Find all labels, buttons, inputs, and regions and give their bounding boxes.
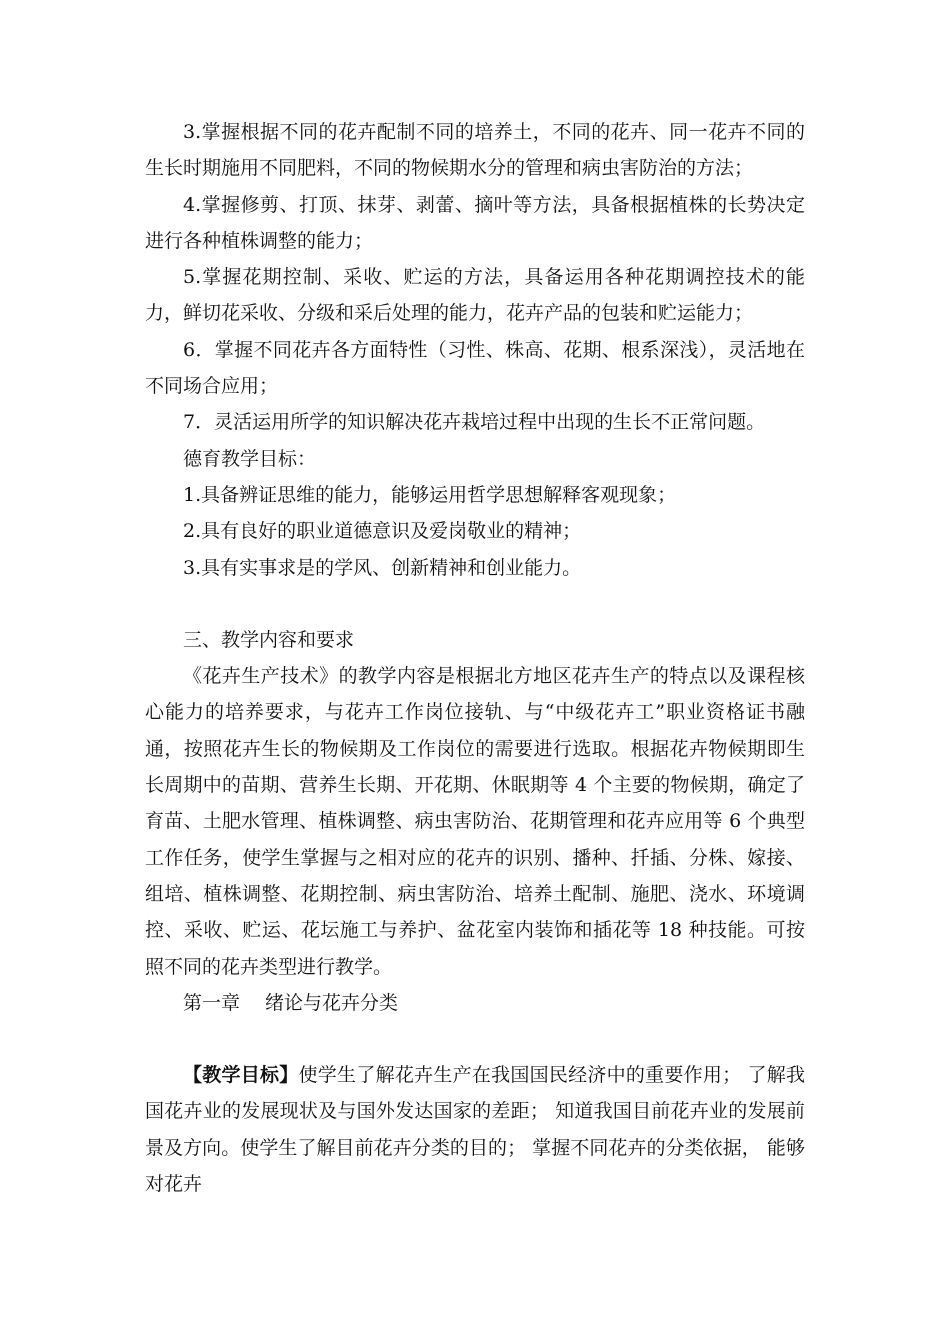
moral-heading: 德育教学目标： bbox=[183, 447, 317, 470]
objective-item: 7．灵活运用所学的知识解决花卉栽培过程中出现的生长不正常问题。 bbox=[183, 411, 766, 434]
section-heading: 三、教学内容和要求 bbox=[183, 628, 355, 651]
teaching-goal-text: 使学生了解花卉生产在我国国民经济中的重要作用； 了解我国花卉业的发展现状及与国外发达国家的差距； 知道我国目前花卉业的发展前景及方向。使学生了解目前花卉分类的目的； 掌握不同花卉的分类依据， 能够对花卉 bbox=[145, 1064, 805, 1196]
objective-item: 4.掌握修剪、打顶、抹芽、剥蕾、摘叶等方法，具备根据植株的长势决定进行各种植株调整的能力； bbox=[145, 193, 805, 252]
teaching-goal bbox=[145, 1057, 805, 1202]
moral-item: 3.具有实事求是的学风、创新精神和创业能力。 bbox=[183, 556, 582, 579]
section-body: 《花卉生产技术》的教学内容是根据北方地区花卉生产的特点以及课程核心能力的培养要求，与花卉工作岗位接轨、与“中级花卉工”职业资格证书融通，按照花卉生长的物候期及工作岗位的需要进行选取。根据花卉物候期即生长周期中的苗期、营养生长期、开花期、休眠期等 4 个主要的物候期，确定了育苗、土肥水管理、植株调整、病虫害防治、花期管理和花卉应用等 6 个典型工作任务，使学生掌握与之相对应的花卉的识别、播种、扦插、分株、嫁接、组培、植株调整、花期控制、病虫害防治、培养土配制、施肥、浇水、环境调控、采收、贮运、花坛施工与养护、盆花室内装饰和插花等 18 种技能。可按照不同的花卉类型进行教学。 bbox=[145, 665, 805, 978]
teaching-goal-label: 【教学目标】 bbox=[183, 1064, 299, 1087]
objective-item: 6．掌握不同花卉各方面特性（习性、株高、花期、根系深浅），灵活地在不同场合应用； bbox=[145, 338, 805, 398]
spacer bbox=[145, 1021, 805, 1057]
chapter-heading: 第一章 绪论与花卉分类 bbox=[183, 991, 399, 1014]
objective-item: 5.掌握花期控制、采收、贮运的方法，具备运用各种花期调控技术的能力，鲜切花采收、分级和采后处理的能力，花卉产品的包装和贮运能力； bbox=[145, 266, 805, 325]
objective-item: 3.掌握根据不同的花卉配制不同的培养土，不同的花卉、同一花卉不同的生长时期施用不同肥料，不同的物候期水分的管理和病虫害防治的方法； bbox=[145, 121, 805, 180]
moral-item: 1.具备辨证思维的能力，能够运用哲学思想解释客观现象； bbox=[183, 483, 677, 506]
moral-item: 2.具有良好的职业道德意识及爱岗敬业的精神； bbox=[183, 520, 582, 543]
spacer bbox=[145, 586, 805, 622]
